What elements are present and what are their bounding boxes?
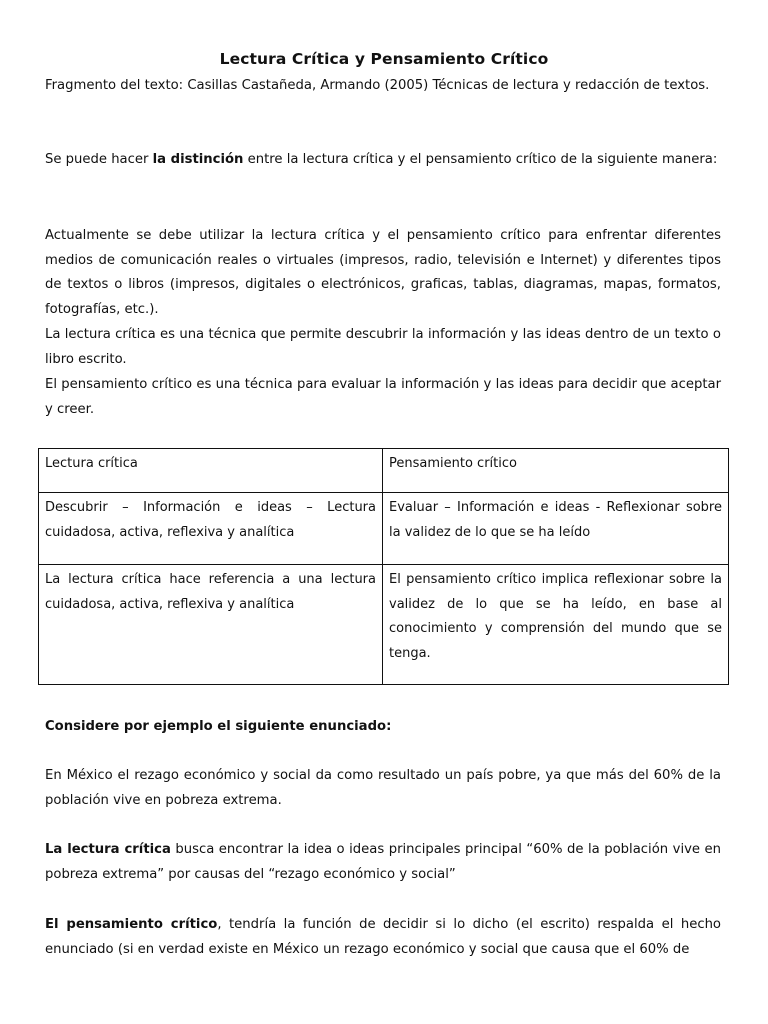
source-citation: Fragmento del texto: Casillas Castañeda, Armando (2005) Técnicas de lectura y redacción de textos. — [45, 78, 710, 93]
critical-reading-paragraph — [45, 838, 721, 887]
paragraph-usage: Actualmente se debe utilizar la lectura crítica y el pensamiento crítico para enfrentar diferentes medios de comunicación reales o virtuales (impresos, radio, televisión e Internet) y diferentes tipos de textos o libros (impresos, digitales o electrónicos, graficas, tablas, diagramas, mapas, formatos, fotografías, etc.). — [45, 228, 721, 317]
critical-thinking-paragraph — [45, 913, 721, 962]
paragraph-critical-thinking-def: El pensamiento crítico es una técnica para evaluar la información y las ideas para decidir que aceptar y creer. — [45, 377, 721, 417]
critical-reading-text: busca encontrar la idea o ideas principales principal “60% de la población vive en pobreza extrema” por causas del “rezago económico y social” — [45, 842, 722, 882]
table-header-pensamiento: Pensamiento crítico — [383, 449, 729, 493]
table-header-row — [39, 449, 729, 493]
intro-paragraph — [45, 148, 721, 173]
critical-reading-bold: La lectura crítica — [45, 842, 171, 857]
example-heading-text: Considere por ejemplo el siguiente enunciado: — [45, 719, 392, 734]
document-title: Lectura Crítica y Pensamiento Crítico — [219, 50, 549, 68]
critical-thinking-text: , tendría la función de decidir si lo dicho (el escrito) respalda el hecho enunciado (si en verdad existe en México un rezago económico y social que causa que el 60% de — [45, 917, 722, 957]
example-heading — [45, 715, 721, 740]
table-cell: La lectura crítica hace referencia a una lectura cuidadosa, activa, reflexiva y analítica — [39, 565, 383, 685]
table-row — [39, 565, 729, 685]
paragraph-critical-reading-def: La lectura crítica es una técnica que permite descubrir la información y las ideas dentro de un texto o libro escrito. — [45, 327, 721, 367]
comparison-table — [38, 448, 729, 685]
intro-text-after: entre la lectura crítica y el pensamiento crítico de la siguiente manera: — [243, 152, 718, 167]
table-header-lectura: Lectura crítica — [39, 449, 383, 493]
critical-thinking-bold: El pensamiento crítico — [45, 917, 218, 932]
table-cell: Evaluar – Información e ideas - Reflexionar sobre la validez de lo que se ha leído — [383, 493, 729, 565]
example-statement: En México el rezago económico y social da como resultado un país pobre, ya que más del 60% de la población vive en pobreza extrema. — [45, 768, 721, 808]
table-cell: El pensamiento crítico implica reflexionar sobre la validez de lo que se ha leído, en base al conocimiento y comprensión del mundo que se tenga. — [383, 565, 729, 685]
table-cell: Descubrir – Información e ideas – Lectura cuidadosa, activa, reflexiva y analítica — [39, 493, 383, 565]
intro-bold-distinction: la distinción — [152, 152, 244, 167]
intro-text-before: Se puede hacer — [45, 152, 153, 167]
table-row — [39, 493, 729, 565]
